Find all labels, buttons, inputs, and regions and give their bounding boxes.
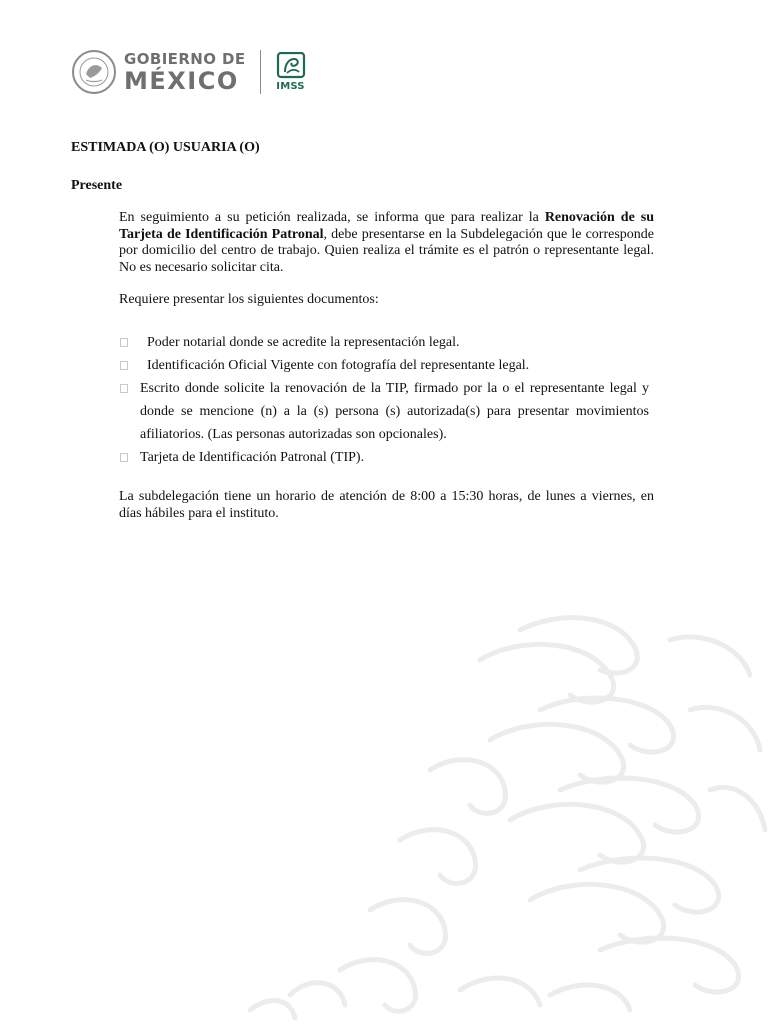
requirements-list bbox=[119, 331, 649, 469]
office-hours-paragraph: La subdelegación tiene un horario de atención de 8:00 a 15:30 horas, de lunes a viernes, en días hábiles para el instituto. bbox=[119, 489, 654, 521]
intro-paragraph bbox=[119, 210, 654, 276]
checkbox-bullet-icon bbox=[120, 453, 128, 462]
intro-text-bold: Renovación de su Tarjeta de Identificación Patronal bbox=[119, 210, 654, 242]
intro-text-end: , debe presentarse en la Subdelegación que le corresponde por domicilio del centro de trabajo. Quien realiza el trámite es el patrón o representante legal. No es necesario solicitar cita. bbox=[119, 226, 654, 275]
requirement-text: Escrito donde solicite la renovación de la TIP, firmado por la o el representante legal y donde se mencione (n) a la (s) persona (s) autorizada(s) para presentar movimientos afiliatorios. (Las personas autorizadas son opcionales). bbox=[140, 381, 649, 442]
list-item bbox=[119, 331, 649, 354]
checkbox-bullet-icon bbox=[120, 384, 128, 393]
letterhead bbox=[72, 44, 307, 100]
logo-line-mexico: MÉXICO bbox=[124, 66, 239, 95]
imss-emblem-icon bbox=[275, 52, 307, 80]
gobierno-de-mexico-logo bbox=[124, 49, 246, 95]
requirement-text: Poder notarial donde se acredite la representación legal. bbox=[147, 335, 460, 350]
requirements-intro: Requiere presentar los siguientes documentos: bbox=[119, 292, 379, 307]
requirement-text: Tarjeta de Identificación Patronal (TIP). bbox=[140, 450, 365, 465]
list-item bbox=[119, 377, 649, 446]
logo-line-gobierno: GOBIERNO DE bbox=[124, 49, 246, 68]
list-item bbox=[119, 354, 649, 377]
salutation: ESTIMADA (O) USUARIA (O) bbox=[71, 140, 260, 155]
logo-divider bbox=[260, 50, 261, 94]
checkbox-bullet-icon bbox=[120, 338, 128, 347]
imss-logo bbox=[275, 52, 307, 92]
imss-wordmark: IMSS bbox=[276, 81, 305, 92]
requirement-text: Identificación Oficial Vigente con fotografía del representante legal. bbox=[147, 358, 530, 373]
eagle-watermark bbox=[230, 600, 768, 1024]
checkbox-bullet-icon bbox=[120, 361, 128, 370]
list-item bbox=[119, 446, 649, 469]
intro-text-start: En seguimiento a su petición realizada, se informa que para realizar la bbox=[119, 210, 545, 225]
national-seal-icon bbox=[72, 50, 116, 94]
presente-heading: Presente bbox=[71, 178, 123, 193]
